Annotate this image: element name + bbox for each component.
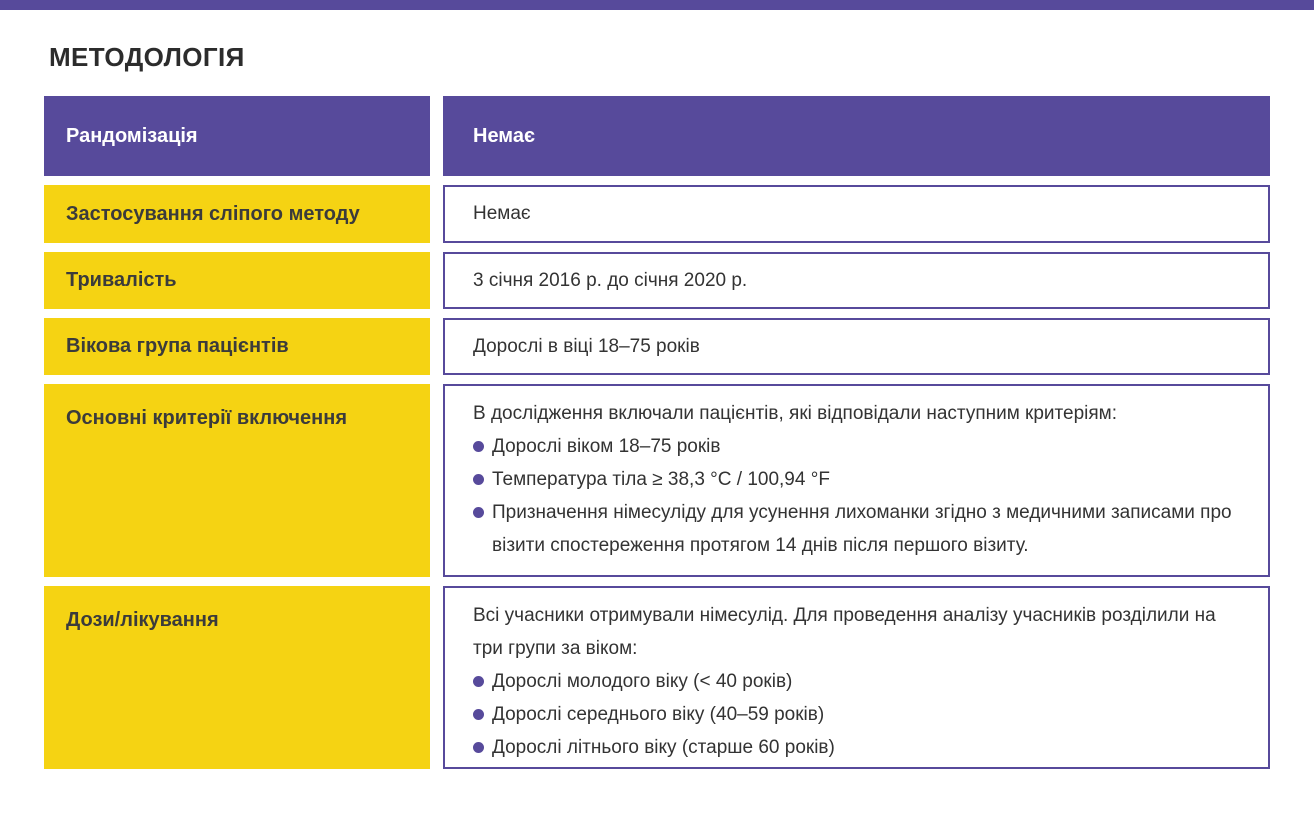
table-row-value-doses-treatment xyxy=(443,586,1270,769)
list-item-text: Температура тіла ≥ 38,3 °C / 100,94 °F xyxy=(492,469,830,490)
list-item-text: Призначення німесуліду для усунення лихоманки згідно з медичними записами про візити спостереження протягом 14 днів після першого візиту. xyxy=(492,502,1232,556)
bullet-icon xyxy=(473,441,484,452)
table-row-label-duration xyxy=(44,252,430,309)
list-item xyxy=(473,463,1248,496)
row-value-text: 3 січня 2016 р. до січня 2020 р. xyxy=(473,269,748,291)
bullet-icon xyxy=(473,742,484,753)
table-row-label-blinding xyxy=(44,185,430,243)
list-item-text: Дорослі середнього віку (40–59 років) xyxy=(492,704,825,725)
bullet-icon xyxy=(473,709,484,720)
list-item-text: Дорослі молодого віку (< 40 років) xyxy=(492,671,793,692)
row-value-text: Дорослі в віці 18–75 років xyxy=(473,335,700,357)
header-value-cell xyxy=(443,96,1270,176)
page-title: МЕТОДОЛОГІЯ xyxy=(49,42,245,72)
list-item xyxy=(473,731,1248,764)
list-item xyxy=(473,430,1248,463)
list-item xyxy=(473,698,1248,731)
methodology-table xyxy=(44,96,1270,769)
list-item xyxy=(473,496,1248,562)
row-label-text: Основні критерії включення xyxy=(66,407,347,429)
list-item-text: Дорослі віком 18–75 років xyxy=(492,436,721,457)
row-label-text: Застосування сліпого методу xyxy=(66,202,360,225)
table-row-label-doses-treatment xyxy=(44,586,430,769)
doses-bullet-list xyxy=(473,665,1248,764)
table-row-value-duration xyxy=(443,252,1270,309)
table-row-label-age-group xyxy=(44,318,430,375)
header-label-cell xyxy=(44,96,430,176)
doses-intro-text: Всі учасники отримували німесулід. Для проведення аналізу учасників розділили на три групи за віком: xyxy=(473,605,1216,659)
table-row-label-inclusion-criteria xyxy=(44,384,430,577)
criteria-bullet-list xyxy=(473,430,1248,562)
row-value-text: Немає xyxy=(473,203,531,224)
table-row-value-inclusion-criteria xyxy=(443,384,1270,577)
header-value-text: Немає xyxy=(473,124,536,147)
row-label-text: Тривалість xyxy=(66,269,177,291)
table-row-value-age-group xyxy=(443,318,1270,375)
top-accent-bar xyxy=(0,0,1314,10)
criteria-intro-text: В дослідження включали пацієнтів, які відповідали наступним критеріям: xyxy=(473,403,1118,424)
list-item xyxy=(473,665,1248,698)
table-row-value-blinding xyxy=(443,185,1270,243)
bullet-icon xyxy=(473,676,484,687)
list-item-text: Дорослі літнього віку (старше 60 років) xyxy=(492,737,835,758)
row-label-text: Дози/лікування xyxy=(66,609,219,631)
bullet-icon xyxy=(473,474,484,485)
header-label-text: Рандомізація xyxy=(66,124,198,147)
row-label-text: Вікова група пацієнтів xyxy=(66,335,289,357)
bullet-icon xyxy=(473,507,484,518)
